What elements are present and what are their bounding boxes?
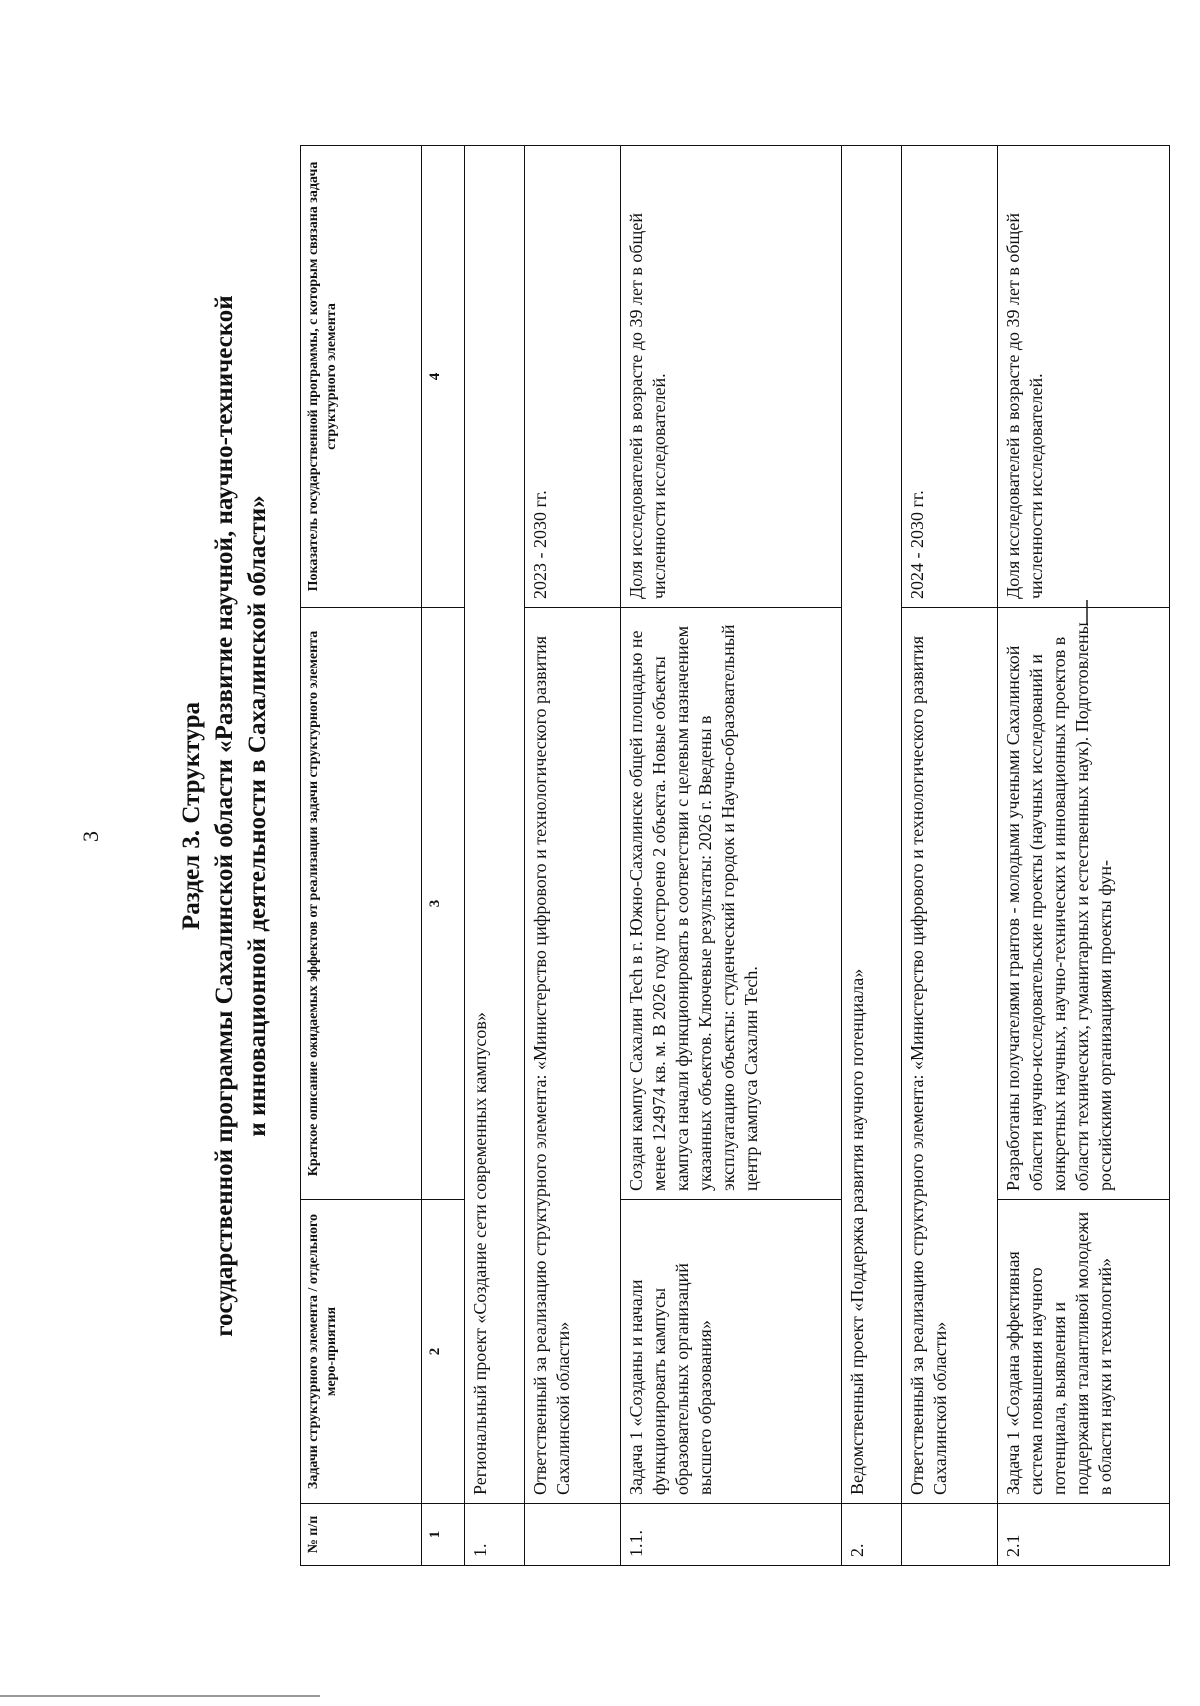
row-number: 1.1. xyxy=(620,1504,841,1566)
header-row xyxy=(301,146,422,1566)
description-text: Создан кампус Сахалин Tech в г. Южно-Сахалинске общей площадью не менее 124974 кв. м. В 2026 году построено 2 объекта. Новые объекты кампуса начали функционировать в соответствии с целевым назначением указанных объектов. Ключевые результаты: 2026 г. Введены в эксплуатацию объекты: студенческий городок и Научно-образовательный центр кампуса Сахалин Tech. xyxy=(620,608,841,1200)
period-text: 2023 - 2030 гг. xyxy=(524,146,620,608)
col-number: 2 xyxy=(421,1200,464,1504)
indicator-text: Доля исследователей в возрасте до 39 лет в общей численности исследователей. xyxy=(620,146,841,608)
row-number xyxy=(901,1504,997,1566)
row-number: 2.1 xyxy=(997,1504,1169,1566)
col-number: 3 xyxy=(421,608,464,1200)
table-row xyxy=(524,146,620,1566)
task-text: Задача 1 «Созданы и начали функционировать кампусы образовательных организаций высшего образования» xyxy=(620,1200,841,1504)
table-row xyxy=(465,146,525,1566)
header-task: Задачи структурного элемента / отдельного меро-приятия xyxy=(301,1200,422,1504)
title-line-3: и инновационной деятельности в Сахалинской области» xyxy=(244,495,271,1137)
row-number xyxy=(524,1504,620,1566)
table-row xyxy=(841,146,901,1566)
description-text: Разработаны получателями грантов - молодыми учеными Сахалинской области научно-исследовательские проекты (научных исследований и конкретных научных, научно-технических и инновационных проектов в области технических, гуманитарных и естественных наук). Подготовлены российскими организациями проекты фун- xyxy=(997,608,1169,1200)
responsible-text: Ответственный за реализацию структурного элемента: «Министерство цифрового и технологического развития Сахалинской области» xyxy=(524,608,620,1504)
period-text: 2024 - 2030 гг. xyxy=(901,146,997,608)
indicator-text: Доля исследователей в возрасте до 39 лет в общей численности исследователей. xyxy=(997,146,1169,608)
responsible-text: Ответственный за реализацию структурного элемента: «Министерство цифрового и технологического развития Сахалинской области» xyxy=(901,608,997,1504)
table-row xyxy=(620,146,841,1566)
project-title: Ведомственный проект «Поддержка развития научного потенциала» xyxy=(841,146,901,1504)
row-number: 1. xyxy=(465,1504,525,1566)
title-line-2: государственной программы Сахалинской области «Развитие научной, научно-технической xyxy=(211,295,238,1337)
col-number: 1 xyxy=(421,1504,464,1566)
structure-table xyxy=(300,145,1170,1566)
page-number: 3 xyxy=(78,831,103,842)
section-title xyxy=(175,266,274,1366)
col-number: 4 xyxy=(421,146,464,608)
row-number: 2. xyxy=(841,1504,901,1566)
table-row xyxy=(901,146,997,1566)
project-title: Региональный проект «Создание сети современных кампусов» xyxy=(465,146,525,1504)
header-desc: Краткое описание ожидаемых эффектов от реализации задачи структурного элемента xyxy=(301,608,422,1200)
title-line-1: Раздел 3. Структура xyxy=(178,701,205,931)
header-no: № п/п xyxy=(301,1504,422,1566)
task-text: Задача 1 «Создана эффективная система повышения научного потенциала, выявления и поддержания талантливой молодежи в области науки и технологий» xyxy=(997,1200,1169,1504)
header-indicator: Показатель государственной программы, с которым связана задача структурного элемента xyxy=(301,146,422,608)
table-row xyxy=(997,146,1169,1566)
column-number-row xyxy=(421,146,464,1566)
